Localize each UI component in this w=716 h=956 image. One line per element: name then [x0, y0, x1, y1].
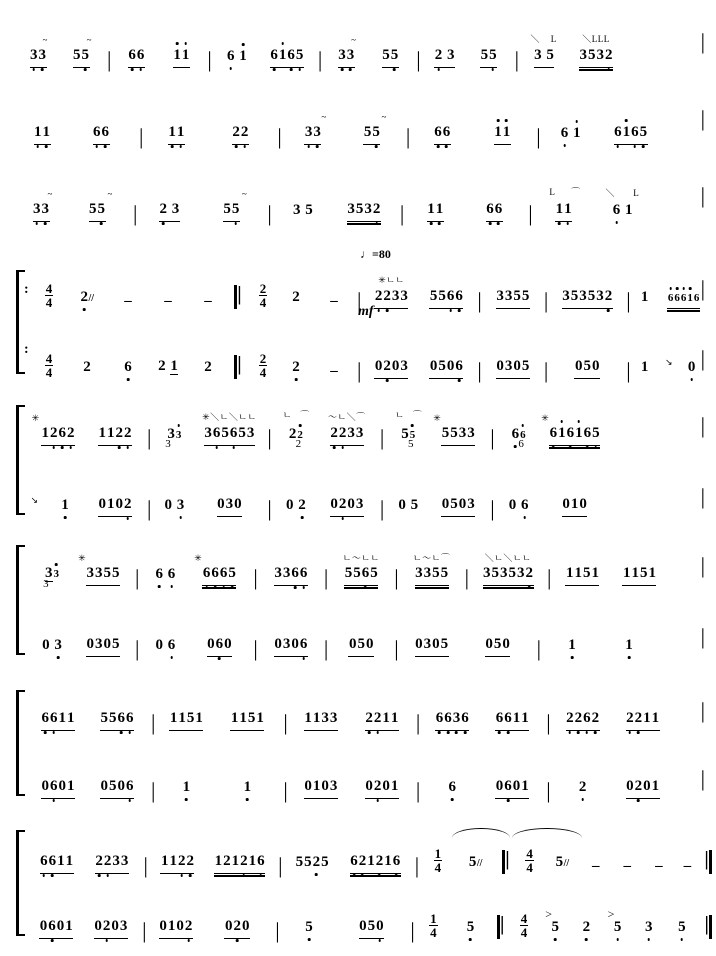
barline: | — [253, 636, 258, 661]
measure-cell: 33 3 — [43, 565, 59, 590]
measure-cell: 6 1 — [226, 48, 247, 64]
time-signature: $\frac{2}{4}$ — [259, 280, 267, 311]
measure-cell: 5// — [468, 854, 483, 870]
time-signature: $\frac{4}{4}$ — [45, 350, 53, 381]
measure-cell: 66 — [114, 48, 158, 68]
barline: | — [536, 636, 542, 661]
system-4-lower — [0, 342, 716, 383]
barline: | — [399, 201, 405, 226]
barline: | — [410, 918, 415, 943]
measure-cell: 33 ~ — [325, 48, 367, 68]
barline: | — [414, 853, 420, 878]
measure-cell: 2 — [578, 779, 587, 795]
barline: | — [147, 425, 152, 450]
measure-cell: 050 — [551, 359, 623, 379]
barline: | — [543, 288, 549, 313]
measure-cell: 1 — [640, 289, 649, 305]
repeat-barline: | — [228, 284, 248, 309]
measure-cell: 33 ~ — [18, 48, 58, 68]
barline: | — [135, 565, 140, 590]
barline: | — [267, 496, 272, 521]
measure-cell: 0201 — [612, 779, 674, 799]
measure-cell: 0103 — [291, 779, 351, 799]
measure-cell: 0305 — [485, 359, 541, 379]
measure-cell: 1 — [640, 359, 649, 375]
measure-cell: 5 — [466, 919, 475, 935]
barline: | — [253, 565, 258, 590]
barline: | — [323, 565, 329, 590]
measure-cell: 0 6 — [155, 637, 176, 653]
time-signature: $\frac{4}{4}$ — [45, 280, 53, 311]
measure-cell: ↘ 1 — [30, 495, 69, 513]
measure-cell: 1151 — [214, 711, 280, 731]
barline: | — [546, 710, 551, 735]
barline: | — [323, 636, 329, 661]
barline: | — [357, 288, 362, 313]
measure-cell: 1151 — [554, 566, 610, 586]
measure-cell: 3355 — [485, 289, 541, 309]
barline: | — [700, 29, 705, 54]
system-8-lower — [0, 905, 716, 943]
measure-cell: – — [164, 293, 172, 309]
barline: | — [151, 778, 156, 803]
measure-cell: 55 ~ — [341, 125, 403, 145]
repeat-barline: | — [497, 849, 515, 874]
repeat-dots: : — [24, 342, 29, 357]
system-7-lower — [0, 765, 716, 803]
measure-cell: 11 — [158, 48, 204, 68]
time-signature: $\frac{4}{4}$ — [526, 845, 533, 876]
barline: | — [267, 425, 272, 450]
measure-cell: 1 — [568, 637, 576, 653]
measure-cell: 0102 — [86, 497, 144, 517]
barline: | — [514, 47, 520, 72]
barline: | — [379, 425, 385, 450]
barline: | — [700, 766, 705, 791]
barline: | — [700, 624, 705, 649]
barline: | — [135, 636, 140, 661]
measure-cell: > 5 — [607, 907, 622, 935]
system-6-upper — [0, 552, 716, 590]
measure-cell: 2233 — [83, 854, 140, 874]
measure-cell: 2262 — [554, 711, 612, 731]
measure-cell: 6 6 — [155, 566, 176, 582]
measure-cell: 33 3 — [165, 426, 182, 450]
measure-cell: 1122 — [151, 854, 204, 874]
measure-cell: 1 — [625, 637, 633, 653]
measure-cell: 6636 — [423, 711, 481, 731]
barline: | — [379, 496, 385, 521]
barline: | — [142, 918, 147, 943]
system-5-upper — [0, 410, 716, 450]
final-repeat-barline: | — [700, 849, 716, 874]
measure-cell: 0306 — [261, 637, 321, 657]
barline: | — [700, 698, 705, 723]
barline: | — [151, 710, 156, 735]
barline: | — [700, 346, 705, 371]
measure-cell: ㄴ～ㄴ⌒ 3355 — [402, 566, 462, 586]
measure-cell: 11 — [146, 125, 206, 145]
measure-cell: 1122 — [86, 426, 144, 446]
barline: | — [207, 47, 212, 72]
measure-cell: 0201 — [351, 779, 413, 799]
measure-cell: 1 — [182, 779, 191, 795]
measure-cell: 3532 ＼LLL — [566, 48, 626, 68]
measure-cell: 050 — [462, 637, 534, 657]
barline: | — [700, 183, 705, 208]
measure-cell: 1133 — [291, 711, 351, 731]
barline: | — [490, 425, 495, 450]
barline: | — [415, 778, 421, 803]
barline: | — [357, 358, 362, 383]
measure-cell: 621216 — [339, 854, 412, 874]
tempo-marking: ♩=80 — [360, 247, 391, 261]
measure-cell: 0102 — [150, 919, 203, 939]
measure-cell: 0 3 — [42, 637, 62, 653]
barline: | — [700, 553, 705, 578]
time-signature: $\frac{2}{4}$ — [259, 350, 267, 381]
measure-cell: 55 — [367, 48, 413, 68]
measure-cell: – — [683, 858, 692, 874]
barline: | — [278, 853, 283, 878]
measure-cell: 0503 — [429, 497, 487, 517]
barline: | — [394, 636, 399, 661]
measure-cell: ✳ 616165 — [540, 426, 610, 446]
measure-cell: – — [330, 293, 338, 309]
barline: | — [107, 47, 112, 72]
barline: | — [490, 496, 495, 521]
barline: | — [415, 710, 421, 735]
barline: | — [626, 358, 631, 383]
measure-cell: 2211 — [612, 711, 674, 731]
barline: | — [700, 413, 705, 438]
measure-cell: 020 — [202, 919, 272, 939]
barline: | — [700, 484, 705, 509]
system-5-lower — [0, 483, 716, 521]
measure-cell: 121216 — [204, 854, 275, 874]
measure-cell: – — [124, 293, 132, 309]
system-6-lower — [0, 623, 716, 661]
measure-cell: 6 1 ＼ L — [605, 188, 640, 218]
measure-cell: > 5 — [545, 907, 559, 935]
measure-cell: 6611 — [481, 711, 543, 731]
barline: | — [477, 288, 482, 313]
measure-cell: 050 — [335, 919, 407, 939]
repeat-dots: : — [24, 282, 29, 297]
system-3 — [0, 182, 716, 226]
measure-cell: 33 ~ — [285, 125, 341, 145]
measure-cell: 2211 — [351, 711, 413, 731]
measure-cell: 0601 — [30, 919, 83, 939]
measure-cell: 0203 — [83, 919, 140, 939]
measure-cell: 5566 — [418, 289, 474, 309]
barline: | — [283, 710, 288, 735]
measure-cell: 0601 — [30, 779, 86, 799]
measure-cell: ✳ 6665 — [188, 566, 250, 586]
measure-cell: – — [591, 858, 600, 874]
measure-cell: 010 — [540, 497, 610, 517]
measure-cell: 2 3 — [140, 202, 198, 222]
barline: | — [546, 778, 551, 803]
barline: | — [416, 47, 421, 72]
barline: | — [267, 201, 272, 226]
measure-cell: 6 1 — [560, 125, 581, 141]
measure-cell: 2 — [292, 359, 300, 375]
measure-cell: 6 — [448, 779, 456, 795]
barline: | — [464, 565, 470, 590]
measure-cell: 2// — [80, 289, 95, 305]
dynamic-marking: mf — [358, 304, 374, 319]
time-signature: $\frac{1}{4}$ — [434, 845, 442, 876]
measure-cell: ✳＼ㄴ＼ㄴㄴ 365653 — [194, 426, 264, 446]
barline: | — [317, 47, 323, 72]
barline: | — [700, 276, 705, 301]
repeat-barline: | — [492, 914, 510, 939]
tie-slur — [452, 828, 510, 838]
barline: | — [139, 124, 144, 149]
measure-cell: – — [330, 363, 338, 379]
time-signature: $\frac{1}{4}$ — [430, 910, 437, 941]
measure-cell: 33 ~ — [18, 202, 64, 222]
system-8-upper — [0, 840, 716, 878]
measure-cell: 2 — [582, 919, 591, 935]
measure-cell: 0 5 — [398, 497, 419, 513]
measure-cell: 5566 — [86, 711, 148, 731]
repeat-barline: | — [228, 354, 248, 379]
measure-cell: 0305 — [74, 637, 132, 657]
barline: | — [275, 918, 280, 943]
measure-cell: 66 — [66, 125, 136, 145]
measure-cell: 22 — [206, 125, 274, 145]
measure-cell: 3 — [645, 919, 653, 935]
barline: | — [133, 201, 138, 226]
measure-cell: ✳ 5533 — [429, 426, 487, 446]
measure-cell: ↘ 0 — [665, 357, 696, 375]
measure-cell: 2 — [292, 289, 300, 305]
measure-cell: 0203 — [364, 359, 418, 379]
measure-cell: ✳ 1262 — [30, 426, 86, 446]
measure-cell: 55 ~ — [64, 202, 130, 222]
measure-cell: 3366 — [261, 566, 321, 586]
measure-cell: 55 ~ — [198, 202, 264, 222]
barline: | — [143, 853, 148, 878]
system-1 — [0, 28, 716, 72]
measure-cell: 3 5 ＼ L — [522, 48, 566, 68]
measure-cell: 0 6 — [508, 497, 529, 513]
measure-cell: 11 — [407, 202, 463, 222]
measure-cell: ✳ 3355 — [74, 566, 132, 586]
measure-cell: 5// — [555, 854, 570, 870]
barline: | — [283, 778, 288, 803]
measure-cell: 050 — [331, 637, 391, 657]
barline: | — [536, 124, 541, 149]
measure-cell: 1 — [243, 779, 252, 795]
measure-cell: 2 — [83, 359, 91, 375]
measure-cell: 3 5 — [292, 202, 313, 218]
measure-cell: ～ㄴ＼⌒ 2233 — [317, 426, 377, 446]
system-7-upper — [0, 697, 716, 735]
measure-cell: 66 6 — [511, 426, 526, 450]
measure-cell: 0 2 — [285, 497, 306, 513]
system-2 — [0, 105, 716, 149]
measure-cell: 66616 — [656, 290, 712, 309]
measure-cell: 6 — [124, 359, 132, 375]
measure-cell: 1151 — [158, 711, 214, 731]
measure-cell: – — [204, 293, 212, 309]
measure-cell: 0203 — [317, 497, 377, 517]
barline: | — [477, 358, 482, 383]
measure-cell: 3532 — [331, 202, 397, 222]
measure-cell: ＼ㄴ＼ㄴㄴ 353532 — [472, 566, 544, 586]
barline: | — [405, 124, 411, 149]
measure-cell: – — [623, 858, 631, 874]
time-signature: $\frac{4}{4}$ — [520, 910, 528, 941]
barline: | — [277, 124, 282, 149]
final-repeat-barline: | — [700, 914, 716, 939]
barline: | — [528, 201, 533, 226]
measure-cell: 2 1 — [158, 358, 178, 374]
measure-cell: 2 — [204, 359, 212, 375]
measure-cell: 11 — [18, 125, 66, 145]
measure-cell: 6165 — [598, 125, 664, 145]
measure-cell: 030 — [194, 497, 264, 517]
measure-cell: 2233 ✳ㄴㄴ — [364, 289, 418, 309]
measure-cell: 6165 — [259, 48, 315, 68]
barline: | — [626, 288, 631, 313]
barline: | — [547, 565, 552, 590]
barline: | — [147, 496, 152, 521]
measure-cell: 353532 — [551, 289, 623, 309]
measure-cell: 0506 — [86, 779, 148, 799]
measure-cell: – — [655, 858, 663, 874]
measure-cell: 55 — [466, 48, 512, 68]
measure-cell: 060 — [188, 637, 250, 657]
measure-cell: ㄴ ⌒ 22 2 — [282, 410, 310, 450]
measure-cell: 0601 — [481, 779, 543, 799]
measure-cell: 55 ~ — [58, 48, 104, 68]
measure-cell: 0 3 — [164, 497, 185, 513]
measure-cell: 0305 — [402, 637, 462, 657]
measure-cell: 1151 — [610, 566, 668, 586]
barline: | — [700, 106, 705, 131]
measure-cell: 5 — [678, 919, 686, 935]
measure-cell: 6611 — [30, 711, 86, 731]
measure-cell: ㄴ ⌒ 55 5 — [395, 410, 423, 450]
measure-cell: 11 L ⌒ — [536, 202, 592, 222]
measure-cell: 66 — [463, 202, 525, 222]
tie-slur — [512, 828, 582, 838]
measure-cell: 11 — [471, 125, 533, 145]
measure-cell: 0506 — [418, 359, 474, 379]
measure-cell: ㄴ～ㄴㄴ 5565 — [331, 566, 391, 586]
measure-cell: 66 — [413, 125, 471, 145]
measure-cell: 5525 — [295, 854, 329, 870]
measure-cell: 2 3 — [424, 48, 466, 68]
measure-cell: 5 — [305, 919, 313, 935]
measure-cell: 6611 — [30, 854, 83, 874]
barline: | — [394, 565, 399, 590]
barline: | — [543, 358, 549, 383]
